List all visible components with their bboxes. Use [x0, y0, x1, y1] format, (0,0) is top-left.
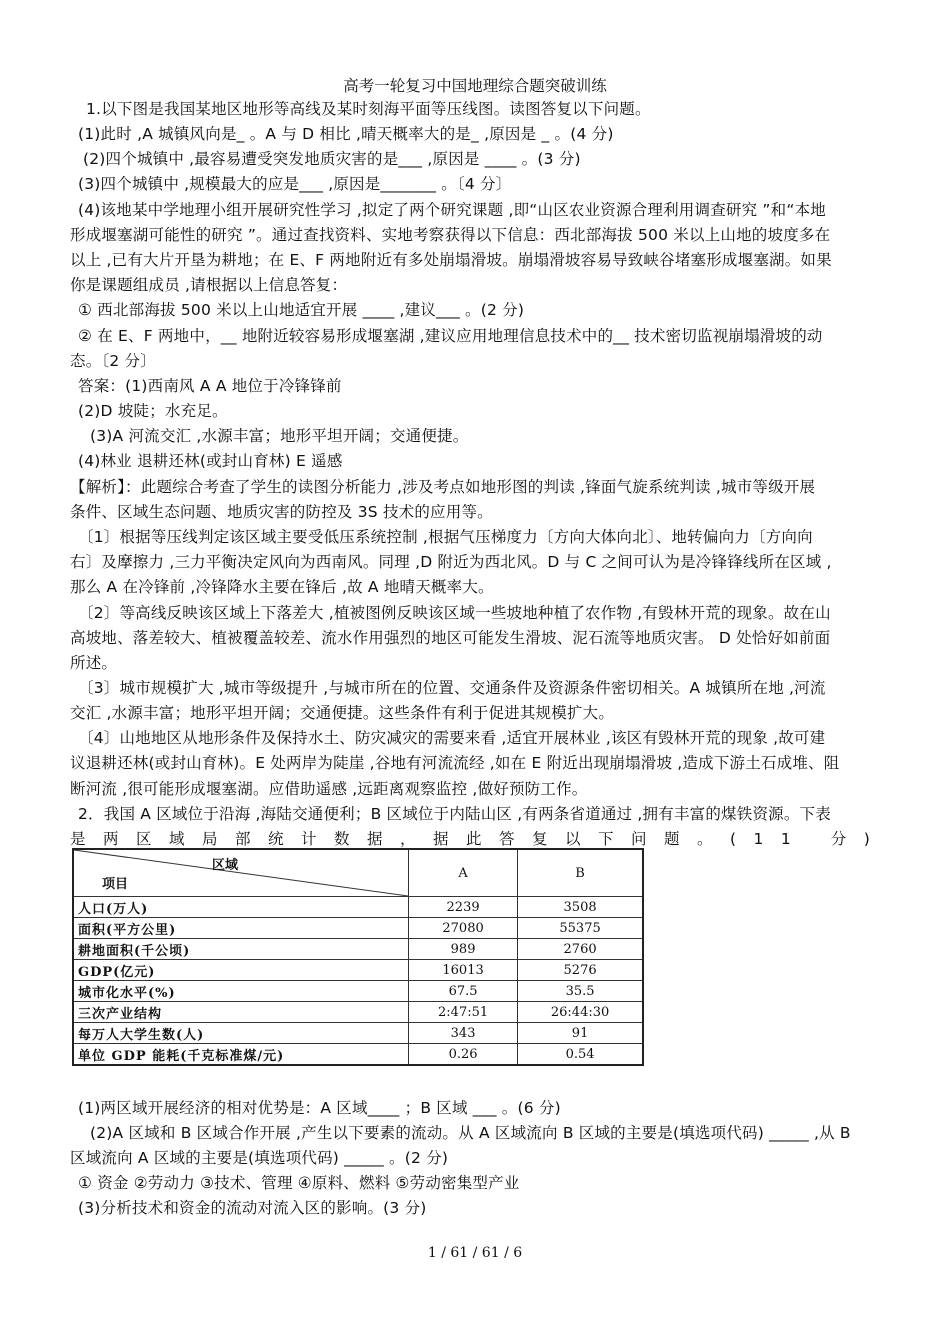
row-item: 每万人大学生数(人) [73, 1023, 409, 1044]
table-row [73, 960, 643, 981]
cell-a: 2:47:51 [409, 1002, 518, 1023]
analysis-p3-line2: 交汇 ,水源丰富；地形平坦开阔；交通便捷。这些条件有利于促进其规模扩大。 [70, 704, 615, 722]
q2-intro-line1: 2．我国 A 区域位于沿海 ,海陆交通便利；B 区域位于内陆山区 ,有两条省道通过 ,拥有丰富的煤铁资源。下表 [78, 805, 831, 823]
statistics-table [72, 848, 644, 1066]
analysis-p4-line3: 断河流 ,很可能形成堰塞湖。应借助遥感 ,远距离观察监控 ,做好预防工作。 [70, 780, 588, 798]
q2-part1: (1)两区域开展经济的相对优势是：A 区域____ ；B 区域 ___ 。(6 分) [78, 1099, 561, 1117]
corner-label-region: 区域 [211, 858, 238, 873]
cell-a: 2239 [409, 897, 518, 918]
row-item: 单位 GDP 能耗(千克标准煤/元) [73, 1044, 409, 1066]
table-row [73, 1023, 643, 1044]
analysis-p2-line1: 〔2〕等高线反映该区域上下落差大 ,植被图例反映该区域一些坡地种植了农作物 ,有毁林开荒的现象。故在山 [78, 604, 831, 622]
cell-a: 27080 [409, 918, 518, 939]
table-row [73, 918, 643, 939]
cell-a: 67.5 [409, 981, 518, 1002]
q1-part4-line2: 形成堰塞湖可能性的研究 ”。通过查找资料、实地考察获得以下信息：西北部海拔 500 米以上山地的坡度多在 [70, 226, 831, 244]
analysis-line2: 条件、区域生态问题、地质灾害的防控及 3S 技术的应用等。 [70, 503, 493, 521]
row-item: GDP(亿元) [73, 960, 409, 981]
q1-intro: 1.以下图是我国某地区地形等高线及某时刻海平面等压线图。读图答复以下问题。 [86, 100, 651, 118]
analysis-p1-line2: 右〕及摩擦力 ,三力平衡决定风向为西南风。同理 ,D 附近为西北风。D 与 C 之间可认为是冷锋锋线所在区域 , [70, 553, 832, 571]
cell-b: 0.54 [518, 1044, 643, 1066]
table-row [73, 981, 643, 1002]
q2-part3: (3)分析技术和资金的流动对流入区的影响。(3 分) [78, 1199, 427, 1217]
table-header-row [73, 849, 643, 897]
cell-b: 26:44:30 [518, 1002, 643, 1023]
cell-b: 2760 [518, 939, 643, 960]
analysis-p1-line3: 那么 A 在冷锋前 ,冷锋降水主要在锋后 ,故 A 地晴天概率大。 [70, 578, 494, 596]
table-row [73, 939, 643, 960]
row-item: 人口(万人) [73, 897, 409, 918]
table-row [73, 1002, 643, 1023]
cell-b: 5276 [518, 960, 643, 981]
table-row [73, 1044, 643, 1066]
q1-part4-line4: 你是课题组成员 ,请根据以上信息答复： [70, 276, 348, 294]
document-title: 高考一轮复习中国地理综合题突破训练 [343, 77, 607, 95]
row-item: 面积(平方公里) [73, 918, 409, 939]
corner-label-item: 项目 [102, 877, 129, 892]
analysis-line1: 【解析】：此题综合考查了学生的读图分析能力 ,涉及考点如地形图的判读 ,锋面气旋系统判读 ,城市等级开展 [70, 478, 816, 496]
row-item: 城市化水平(%) [73, 981, 409, 1002]
q1-part3: (3)四个城镇中 ,规模最大的应是___ ,原因是_______ 。〔4 分〕 [78, 175, 512, 193]
q2-intro-line2: 是两区域局部统计数据，据此答复以下问题。(11 分) [70, 830, 888, 848]
cell-a: 0.26 [409, 1044, 518, 1066]
row-item: 耕地面积(千公顷) [73, 939, 409, 960]
table-corner-cell [73, 849, 409, 897]
q1-sub2-line2: 态。〔2 分〕 [70, 352, 156, 370]
analysis-p4-line2: 议退耕还林(或封山育林)。E 处两岸为陡崖 ,谷地有河流流经 ,如在 E 附近出现崩塌滑坡 ,造成下游土石成堆、阻 [70, 754, 840, 772]
q2-part2-line1: (2)A 区域和 B 区域合作开展 ,产生以下要素的流动。从 A 区域流向 B 区域的主要是(填选项代码) _____ ,从 B [90, 1124, 851, 1142]
answer-1: 答案：(1)西南风 A A 地位于冷锋锋前 [78, 377, 342, 395]
q1-sub2-line1: ② 在 E、F 两地中，__ 地附近较容易形成堰塞湖 ,建议应用地理信息技术中的__ 技术密切监视崩塌滑坡的动 [78, 327, 823, 345]
cell-b: 35.5 [518, 981, 643, 1002]
column-header-b: B [518, 849, 643, 897]
column-header-a: A [409, 849, 518, 897]
analysis-p4-line1: 〔4〕山地地区从地形条件及保持水土、防灾减灾的需要来看 ,适宜开展林业 ,该区有毁林开荒的现象 ,故可建 [78, 729, 826, 747]
analysis-p2-line2: 高坡地、落差较大、植被覆盖较差、流水作用强烈的地区可能发生滑坡、泥石流等地质灾害。 D 处恰好如前面 [70, 629, 831, 647]
answer-2: (2)D 坡陡；水充足。 [78, 402, 228, 420]
q2-part2-line2: 区域流向 A 区域的主要是(填选项代码) _____ 。(2 分) [70, 1149, 449, 1167]
cell-b: 91 [518, 1023, 643, 1044]
analysis-p2-line3: 所述。 [70, 654, 118, 672]
q1-part4-line3: 以上 ,已有大片开垦为耕地；在 E、F 两地附近有多处崩塌滑坡。崩塌滑坡容易导致峡谷堵塞形成堰塞湖。如果 [70, 251, 832, 269]
answer-3: (3)A 河流交汇 ,水源丰富；地形平坦开阔；交通便捷。 [90, 427, 469, 445]
cell-a: 343 [409, 1023, 518, 1044]
q1-part1: (1)此时 ,A 城镇风向是_ 。A 与 D 相比 ,晴天概率大的是_ ,原因是 _ 。(4 分) [78, 125, 614, 143]
cell-b: 55375 [518, 918, 643, 939]
cell-a: 989 [409, 939, 518, 960]
q1-part4-line1: (4)该地某中学地理小组开展研究性学习 ,拟定了两个研究课题 ,即“山区农业资源合理利用调查研究 ”和“本地 [78, 201, 826, 219]
page-number: 1 / 61 / 61 / 6 [427, 1245, 523, 1261]
q2-options: ① 资金 ②劳动力 ③技术、管理 ④原料、燃料 ⑤劳动密集型产业 [78, 1174, 520, 1192]
analysis-p1-line1: 〔1〕根据等压线判定该区域主要受低压系统控制 ,根据气压梯度力〔方向大体向北〕、地转偏向力〔方向向 [78, 528, 813, 546]
table-row [73, 897, 643, 918]
cell-a: 16013 [409, 960, 518, 981]
answer-4: (4)林业 退耕还林(或封山育林) E 遥感 [78, 452, 343, 470]
q1-sub1: ① 西北部海拔 500 米以上山地适宜开展 ____ ,建议___ 。(2 分) [78, 301, 525, 319]
row-item: 三次产业结构 [73, 1002, 409, 1023]
cell-b: 3508 [518, 897, 643, 918]
q1-part2: (2)四个城镇中 ,最容易遭受突发地质灾害的是___ ,原因是 ____ 。(3 分) [83, 150, 581, 168]
analysis-p3-line1: 〔3〕城市规模扩大 ,城市等级提升 ,与城市所在的位置、交通条件及资源条件密切相关。A 城镇所在地 ,河流 [78, 679, 826, 697]
